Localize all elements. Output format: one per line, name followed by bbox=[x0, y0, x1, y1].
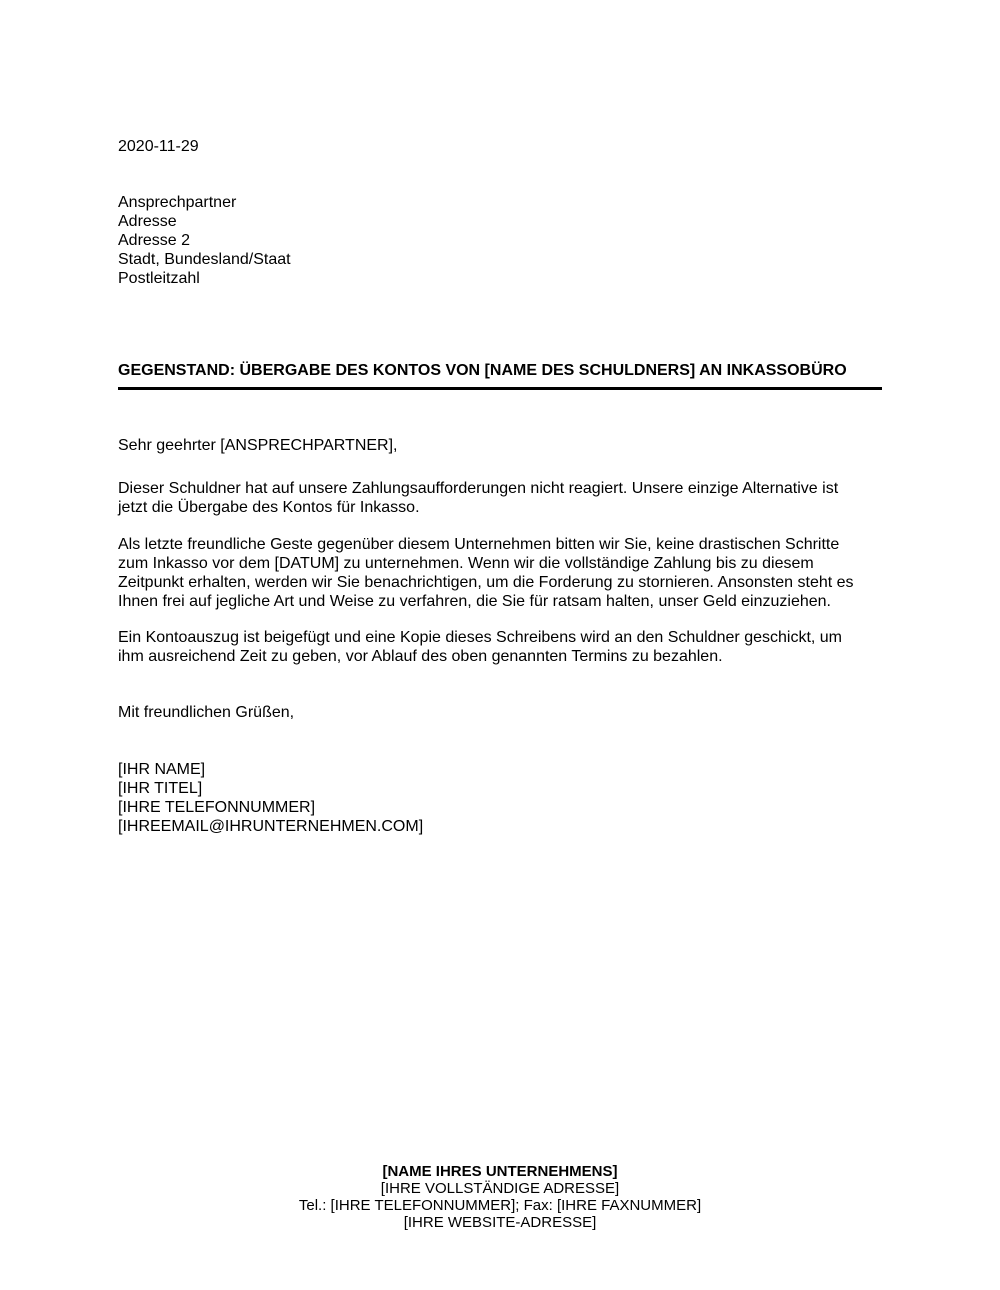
paragraph-line: zum Inkasso vor dem [DATUM] zu unternehmen. Wenn wir die vollständige Zahlung bis zu diesem bbox=[118, 555, 814, 572]
recipient-address bbox=[118, 193, 882, 288]
footer-address: [IHRE VOLLSTÄNDIGE ADRESSE] bbox=[380, 1180, 620, 1197]
salutation: Sehr geehrter [ANSPRECHPARTNER], bbox=[118, 437, 398, 454]
letter-date bbox=[118, 137, 882, 156]
footer-company-name: [NAME IHRES UNTERNEHMENS] bbox=[382, 1163, 618, 1180]
letter-footer bbox=[0, 1163, 1000, 1231]
paragraph-line: Ihnen frei auf jegliche Art und Weise zu verfahren, die Sie für ratsam halten, unser Geld einzuziehen. bbox=[118, 593, 831, 610]
paragraph-line: Ein Kontoauszug ist beigefügt und eine Kopie dieses Schreibens wird an den Schuldner geschickt, um bbox=[118, 629, 843, 646]
closing: Mit freundlichen Grüßen, bbox=[118, 704, 295, 721]
recipient-address-line-1: Adresse bbox=[118, 213, 177, 230]
body-paragraph-3 bbox=[118, 628, 882, 666]
body-paragraph-2 bbox=[118, 535, 882, 611]
paragraph-line: Dieser Schuldner hat auf unsere Zahlungsaufforderungen nicht reagiert. Unsere einzige Alternative ist bbox=[118, 480, 839, 497]
recipient-contact: Ansprechpartner bbox=[118, 194, 237, 211]
recipient-postal-code: Postleitzahl bbox=[118, 270, 200, 287]
signature-name: [IHR NAME] bbox=[118, 761, 206, 778]
signature-title: [IHR TITEL] bbox=[118, 780, 203, 797]
subject-line: GEGENSTAND: ÜBERGABE DES KONTOS VON [NAME DES SCHULDNERS] AN INKASSOBÜRO bbox=[118, 362, 847, 379]
recipient-address-line-2: Adresse 2 bbox=[118, 232, 191, 249]
footer-website: [IHRE WEBSITE-ADRESSE] bbox=[403, 1214, 597, 1231]
paragraph-line: Zeitpunkt erhalten, werden wir Sie benachrichtigen, um die Forderung zu stornieren. Ansonsten steht es bbox=[118, 574, 854, 591]
paragraph-line: ihm ausreichend Zeit zu geben, vor Ablauf des oben genannten Termins zu bezahlen. bbox=[118, 648, 723, 665]
body-paragraph-1 bbox=[118, 479, 882, 517]
signature-phone: [IHRE TELEFONNUMMER] bbox=[118, 799, 316, 816]
paragraph-line: jetzt die Übergabe des Kontos für Inkasso. bbox=[118, 499, 420, 516]
signature-email: [IHREEMAIL@IHRUNTERNEHMEN.COM] bbox=[118, 818, 424, 835]
recipient-city-state: Stadt, Bundesland/Staat bbox=[118, 251, 291, 268]
date-text: 2020-11-29 bbox=[118, 138, 199, 155]
signature-block bbox=[118, 760, 882, 836]
paragraph-line: Als letzte freundliche Geste gegenüber diesem Unternehmen bitten wir Sie, keine drastischen Schritte bbox=[118, 536, 840, 553]
subject-divider bbox=[118, 387, 882, 390]
footer-contact: Tel.: [IHRE TELEFONNUMMER]; Fax: [IHRE FAXNUMMER] bbox=[298, 1197, 702, 1214]
